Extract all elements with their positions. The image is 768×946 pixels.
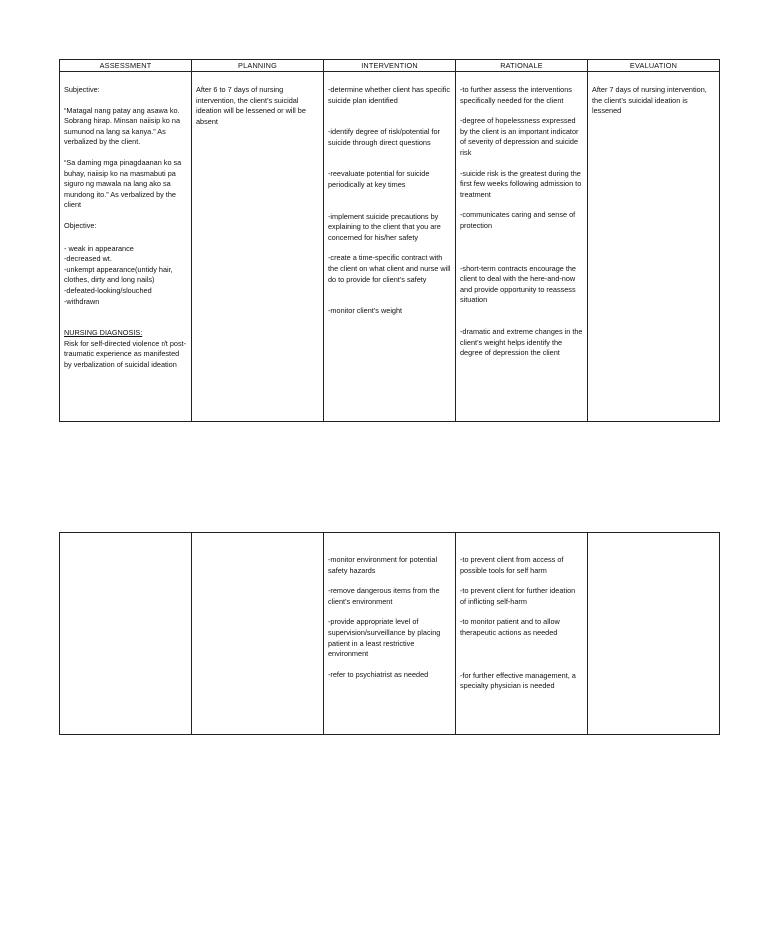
subjective-quote-2: “Sa daming mga pinagdaanan ko sa buhay, naiisip ko na masmabuti pa siguro ng mawala na lang ako sa mundong ito.” As verbalized by the client (64, 157, 182, 210)
rationale-cell (456, 72, 588, 422)
evaluation-cell (588, 72, 720, 422)
evaluation-cell (588, 533, 720, 735)
objective-list (64, 244, 187, 308)
rationale-item: -dramatic and extreme changes in the client’s weight helps identify the degree of depression the client (460, 326, 583, 358)
intervention-cell (324, 533, 456, 735)
intervention-item: -monitor environment for potential safety hazards (328, 555, 438, 575)
nursing-care-plan-table (59, 59, 720, 422)
rationale-item: -for further effective management, a specialty physician is needed (460, 670, 576, 691)
subjective-quote-1: “Matagal nang patay ang asawa ko. Sobrang hirap. Minsan naiisip ko na sumunod na lang sa kanya.” As verbalized by the client. (64, 105, 181, 147)
objective-item: -unkempt appearance(untidy hair, clothes, dirty and long nails) (64, 264, 173, 285)
objective-item: -defeated-looking/slouched (64, 285, 152, 295)
intervention-item: -remove dangerous items from the client’s environment (328, 586, 440, 606)
objective-item: - weak in appearance (64, 243, 134, 253)
rationale-item: -to further assess the interventions specifically needed for the client (460, 85, 572, 105)
header-intervention: INTERVENTION (324, 60, 456, 72)
rationale-item: -suicide risk is the greatest during the first few weeks following admission to treatment (460, 168, 582, 199)
header-rationale: RATIONALE (456, 60, 588, 72)
table-row (60, 72, 720, 422)
nursing-diagnosis-label: NURSING DIAGNOSIS: (64, 328, 143, 338)
assessment-cell (60, 72, 192, 422)
nursing-diagnosis-text: Risk for self-directed violence r/t post-traumatic experience as manifested by verbalization of suicidal ideation (64, 338, 187, 369)
intervention-item: -provide appropriate level of supervision/surveillance by placing patient in a least restrictive environment (328, 617, 441, 659)
planning-cell (192, 72, 324, 422)
objective-item: -decreased wt. (64, 254, 112, 264)
objective-label: Objective: (64, 220, 97, 230)
header-evaluation: EVALUATION (588, 60, 720, 72)
rationale-item: -to prevent client for further ideation of inflicting self-harm (460, 586, 576, 606)
planning-text: After 6 to 7 days of nursing intervention, the client’s suicidal ideation will be lessened or will be absent (196, 85, 306, 126)
subjective-label: Subjective: (64, 85, 100, 94)
intervention-cell (324, 72, 456, 422)
intervention-item: -implement suicide precautions by explaining to the client that you are concerned for his/her safety (328, 211, 441, 242)
header-planning: PLANNING (192, 60, 324, 72)
intervention-item: -refer to psychiatrist as needed (328, 669, 429, 679)
intervention-item: -determine whether client has specific suicide plan identified (328, 85, 451, 105)
nursing-care-plan-continuation-table (59, 532, 720, 735)
rationale-item: -to prevent client from access of possible tools for self harm (460, 555, 564, 575)
rationale-item: -degree of hopelessness expressed by the client is an important indicator of severity of depression and suicide risk (460, 116, 579, 157)
intervention-item: -reevaluate potential for suicide periodically at key times (328, 169, 430, 189)
table-row (60, 533, 720, 735)
rationale-item: -communicates caring and sense of protection (460, 210, 576, 230)
intervention-item: -monitor client’s weight (328, 306, 403, 316)
evaluation-text: After 7 days of nursing intervention, the client’s suicidal ideation is lessened (592, 85, 707, 116)
table-header-row (60, 60, 720, 72)
assessment-cell (60, 533, 192, 735)
objective-item: -withdrawn (64, 296, 100, 306)
intervention-item: -identify degree of risk/potential for suicide through direct questions (328, 127, 440, 147)
header-assessment: ASSESSMENT (60, 60, 192, 72)
planning-cell (192, 533, 324, 735)
rationale-item: -short-term contracts encourage the client to deal with the here-and-now and provide opportunity to reassess situation (460, 263, 576, 305)
intervention-item: -create a time-specific contract with the client on what client and nurse will do to provide for client’s safety (328, 253, 451, 284)
rationale-item: -to monitor patient and to allow therapeutic actions as needed (460, 617, 560, 637)
rationale-cell (456, 533, 588, 735)
